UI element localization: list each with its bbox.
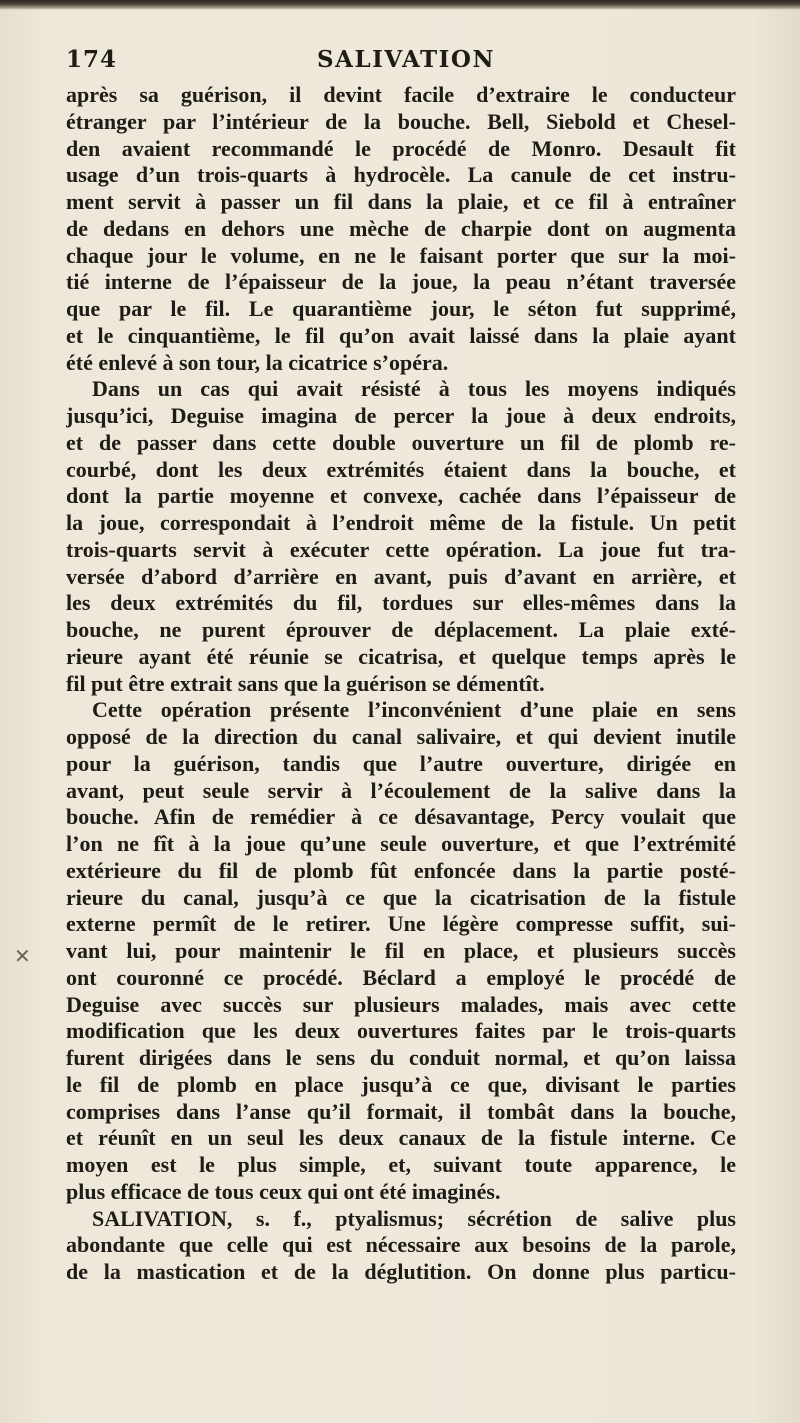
text-line: rieure ayant été réunie se cicatrisa, et quelque temps après le — [66, 643, 736, 669]
text-line: plus efficace de tous ceux qui ont été imaginés. — [66, 1178, 501, 1204]
text-line: opposé de la direction du canal salivaire, et qui devient inutile — [66, 724, 736, 749]
text-line: furent dirigées dans le sens du conduit normal, et qu’on laissa — [66, 1045, 736, 1070]
text-line: fil put être extrait sans que la guérison se démentît. — [66, 670, 545, 696]
text-line: étranger par l’intérieur de la bouche. Bell, Siebold et Chesel- — [66, 108, 736, 134]
text-line: chaque jour le volume, en ne le faisant porter que sur la moi- — [66, 242, 736, 268]
text-line: SALIVATION, s. f., ptyalismus; sécrétion de salive plus — [92, 1205, 736, 1231]
text-line: rieure du canal, jusqu’à ce que la cicatrisation de la fistule — [66, 884, 736, 910]
text-line: bouche, ne purent éprouver de déplacement. La plaie exté- — [66, 617, 736, 642]
text-line: la joue, correspondait à l’endroit même de la fistule. Un petit — [66, 510, 736, 535]
text-line: de la mastication et de la déglutition. On donne plus particu- — [66, 1259, 736, 1284]
text-line: externe permît de le retirer. Une légère compresse suffit, sui- — [66, 911, 736, 937]
text-line: ment servit à passer un fil dans la plaie, et ce fil à entraîner — [66, 189, 736, 214]
text-line: le fil de plomb en place jusqu’à ce que, divisant le parties — [66, 1071, 736, 1097]
text-line: et de passer dans cette double ouverture un fil de plomb re- — [66, 429, 736, 455]
text-line: comprises dans l’anse qu’il formait, il tombât dans la bouche, — [66, 1098, 736, 1124]
text-line: que par le fil. Le quarantième jour, le séton fut supprimé, — [66, 296, 736, 321]
text-line: jusqu’ici, Deguise imagina de percer la joue à deux endroits, — [66, 403, 736, 428]
text-line: usage d’un trois-quarts à hydrocèle. La canule de cet instru- — [66, 162, 736, 188]
text-line: versée d’abord d’arrière en avant, puis d’avant en arrière, et — [66, 563, 736, 589]
text-line: ont couronné ce procédé. Béclard a employé le procédé de — [66, 964, 736, 990]
page-top-edge — [0, 0, 800, 10]
text-line: modification que les deux ouvertures faites par le trois-quarts — [66, 1018, 736, 1044]
text-line: et réunît en un seul les deux canaux de la fistule interne. Ce — [66, 1125, 736, 1151]
text-line: abondante que celle qui est nécessaire aux besoins de la parole, — [66, 1232, 736, 1258]
margin-mark-icon: ✕ — [14, 944, 31, 968]
text-line: trois-quarts servit à exécuter cette opération. La joue fut tra- — [66, 536, 736, 562]
text-line: l’on ne fît à la joue qu’une seule ouverture, et que l’extrémité — [66, 831, 736, 856]
text-line: et le cinquantième, le fil qu’on avait laissé dans la plaie ayant — [66, 322, 736, 348]
text-line: après sa guérison, il devint facile d’extraire le conducteur — [66, 82, 736, 107]
page-number: 174 — [66, 46, 118, 73]
text-line: avant, peut seule servir à l’écoulement de la salive dans la — [66, 777, 736, 803]
text-line: courbé, dont les deux extrémités étaient dans la bouche, et — [66, 456, 736, 482]
text-line: bouche. Afin de remédier à ce désavantage, Percy voulait que — [66, 804, 736, 830]
text-line: de dedans en dehors une mèche de charpie dont on augmenta — [66, 215, 736, 241]
text-line: extérieure du fil de plomb fût enfoncée dans la partie posté- — [66, 857, 736, 883]
page-header — [66, 46, 746, 86]
body-text — [66, 82, 736, 1286]
running-head: SALIVATION — [317, 46, 495, 73]
text-line: été enlevé à son tour, la cicatrice s’opéra. — [66, 349, 449, 375]
text-line: Cette opération présente l’inconvénient d’une plaie en sens — [92, 697, 736, 723]
text-line: tié interne de l’épaisseur de la joue, la peau n’étant traversée — [66, 269, 736, 295]
text-line: pour la guérison, tandis que l’autre ouverture, dirigée en — [66, 750, 736, 776]
text-line: Dans un cas qui avait résisté à tous les moyens indiqués — [92, 376, 736, 402]
text-line: moyen est le plus simple, et, suivant toute apparence, le — [66, 1152, 736, 1177]
text-line: les deux extrémités du fil, tordues sur elles-mêmes dans la — [66, 590, 736, 616]
text-line: Deguise avec succès sur plusieurs malades, mais avec cette — [66, 991, 736, 1017]
text-line: vant lui, pour maintenir le fil en place, et plusieurs succès — [66, 938, 736, 963]
text-line: dont la partie moyenne et convexe, cachée dans l’épaisseur de — [66, 483, 736, 509]
text-line: den avaient recommandé le procédé de Monro. Desault fit — [66, 135, 736, 161]
